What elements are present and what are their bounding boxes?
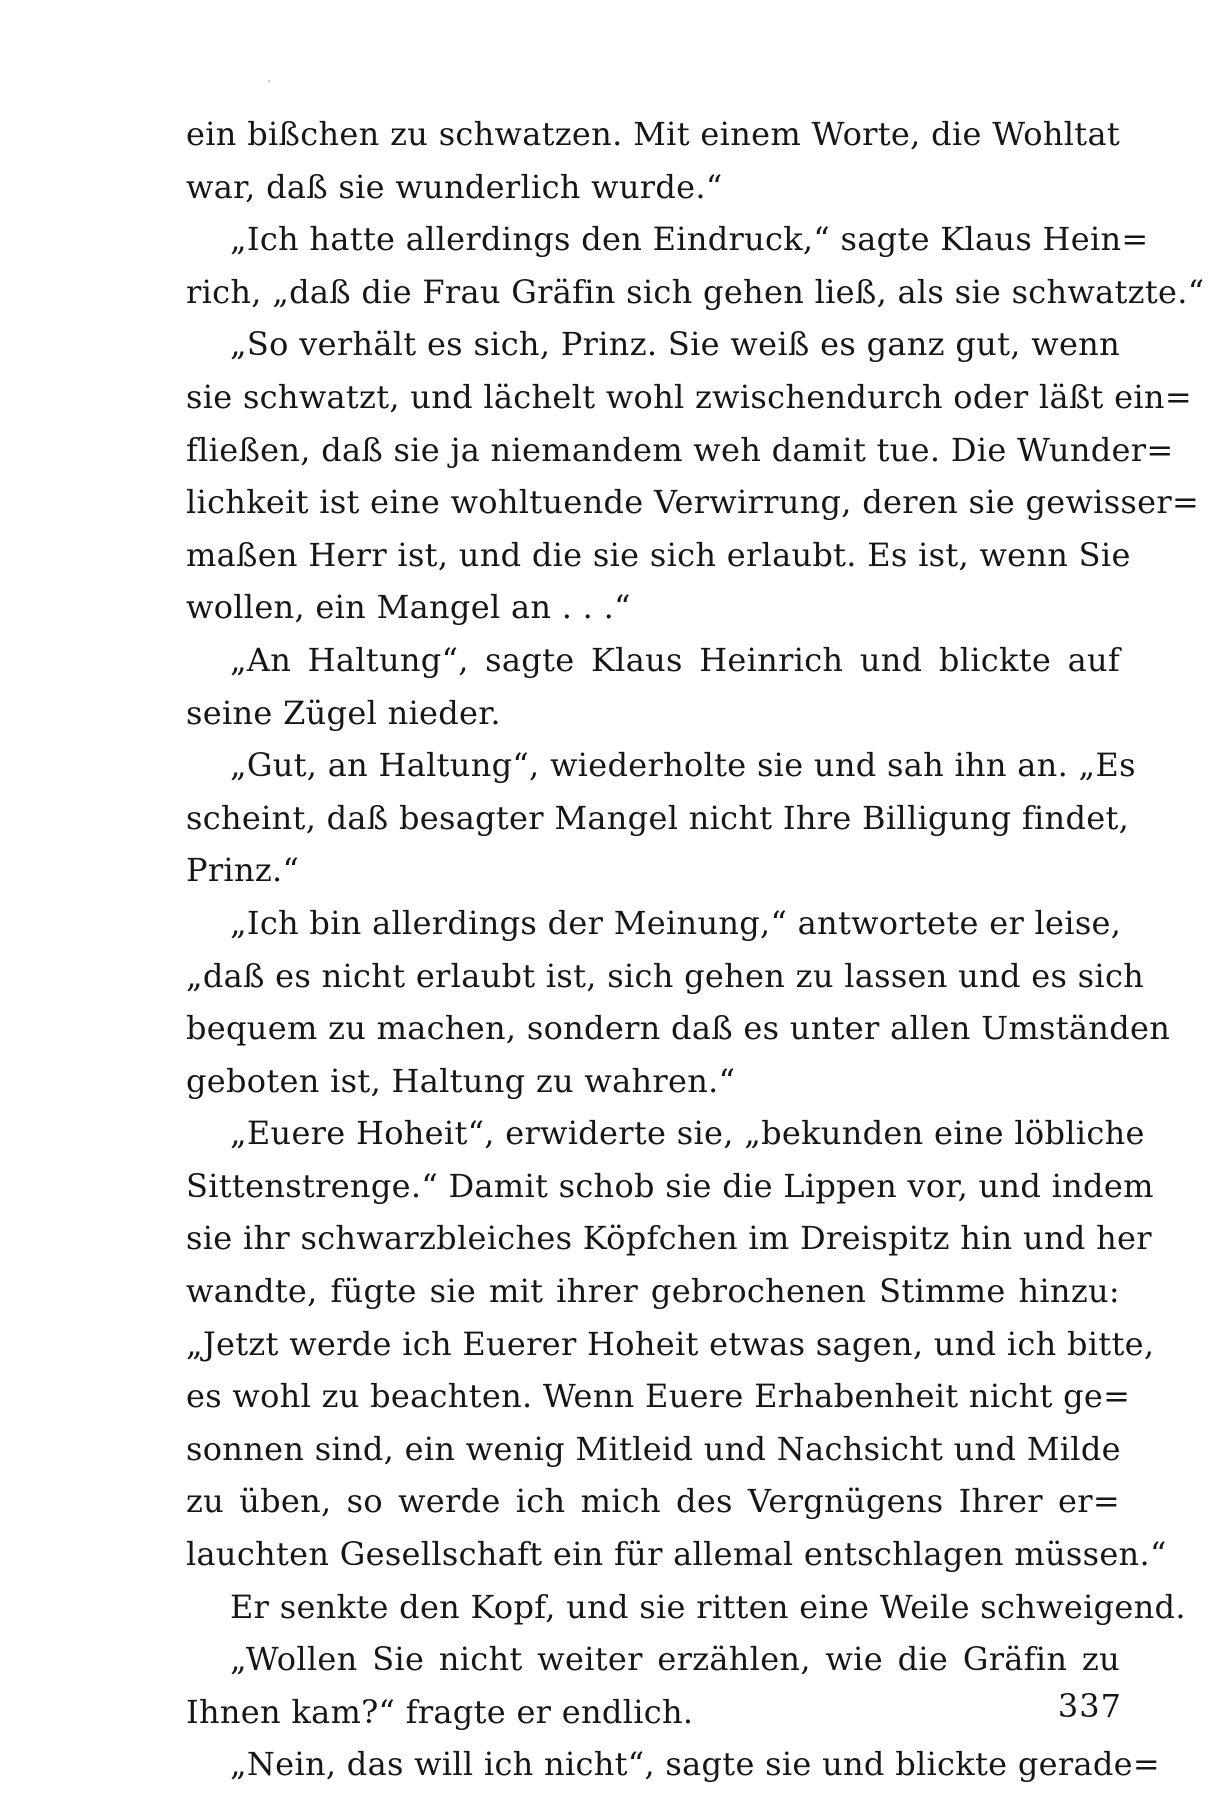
text-line: sie ihr schwarzbleiches Köpfchen im Dreispitz hin und her <box>186 1219 1152 1258</box>
text-line: bequem zu machen, sondern daß es unter allen Umständen <box>186 1009 1171 1048</box>
text-line: „Jetzt werde ich Euerer Hoheit etwas sagen, und ich bitte, <box>186 1324 1155 1363</box>
text-line: geboten ist, Haltung zu wahren.“ <box>186 1061 736 1100</box>
text-line: „Ich hatte allerdings den Eindruck,“ sagte Klaus Hein= <box>230 220 1149 259</box>
text-line: wollen, ein Mangel an . . .“ <box>186 588 631 627</box>
page-number: 337 <box>1057 1687 1122 1725</box>
text-line: zu üben, so werde ich mich des Vergnügens Ihrer er= <box>186 1482 1120 1521</box>
text-line: maßen Herr ist, und die sie sich erlaubt. Es ist, wenn Sie <box>186 535 1131 574</box>
body-text <box>186 108 1205 1791</box>
text-line: Prinz.“ <box>186 851 300 890</box>
text-line: „Gut, an Haltung“, wiederholte sie und sah ihn an. „Es <box>230 746 1136 785</box>
text-line: rich, „daß die Frau Gräfin sich gehen ließ, als sie schwatzte.“ <box>186 272 1205 311</box>
text-line: Er senkte den Kopf, und sie ritten eine Weile schweigend. <box>230 1587 1186 1626</box>
text-line: sonnen sind, ein wenig Mitleid und Nachsicht und Milde <box>186 1429 1121 1468</box>
text-line: „So verhält es sich, Prinz. Sie weiß es ganz gut, wenn <box>230 325 1120 364</box>
text-line: fließen, daß sie ja niemandem weh damit tue. Die Wunder= <box>186 430 1174 469</box>
text-line: lauchten Gesellschaft ein für allemal entschlagen müssen.“ <box>186 1535 1167 1574</box>
text-line: „Nein, das will ich nicht“, sagte sie und blickte gerade= <box>230 1745 1160 1784</box>
text-line: „Euere Hoheit“, erwiderte sie, „bekunden eine löbliche <box>230 1114 1145 1153</box>
paper-speck <box>268 80 270 82</box>
text-line: „Ich bin allerdings der Meinung,“ antwortete er leise, <box>230 903 1122 942</box>
text-line: Ihnen kam?“ fragte er endlich. <box>186 1692 694 1731</box>
text-line: seine Zügel nieder. <box>186 693 501 732</box>
text-line: Sittenstrenge.“ Damit schob sie die Lippen vor, und indem <box>186 1166 1154 1205</box>
text-line: wandte, fügte sie mit ihrer gebrochenen Stimme hinzu: <box>186 1272 1120 1311</box>
text-line: sie schwatzt, und lächelt wohl zwischendurch oder läßt ein= <box>186 377 1192 416</box>
text-line: scheint, daß besagter Mangel nicht Ihre Billigung findet, <box>186 798 1130 837</box>
text-line: „An Haltung“, sagte Klaus Heinrich und blickte auf <box>230 640 1120 679</box>
text-line: ein bißchen zu schwatzen. Mit einem Worte, die Wohltat <box>186 115 1120 153</box>
text-line: es wohl zu beachten. Wenn Euere Erhabenheit nicht ge= <box>186 1377 1131 1416</box>
text-line: „Wollen Sie nicht weiter erzählen, wie die Gräfin zu <box>230 1640 1120 1679</box>
text-line: war, daß sie wunderlich wurde.“ <box>186 167 723 206</box>
text-line: lichkeit ist eine wohltuende Verwirrung, deren sie gewisser= <box>186 483 1200 522</box>
text-line: „daß es nicht erlaubt ist, sich gehen zu lassen und es sich <box>186 956 1145 995</box>
